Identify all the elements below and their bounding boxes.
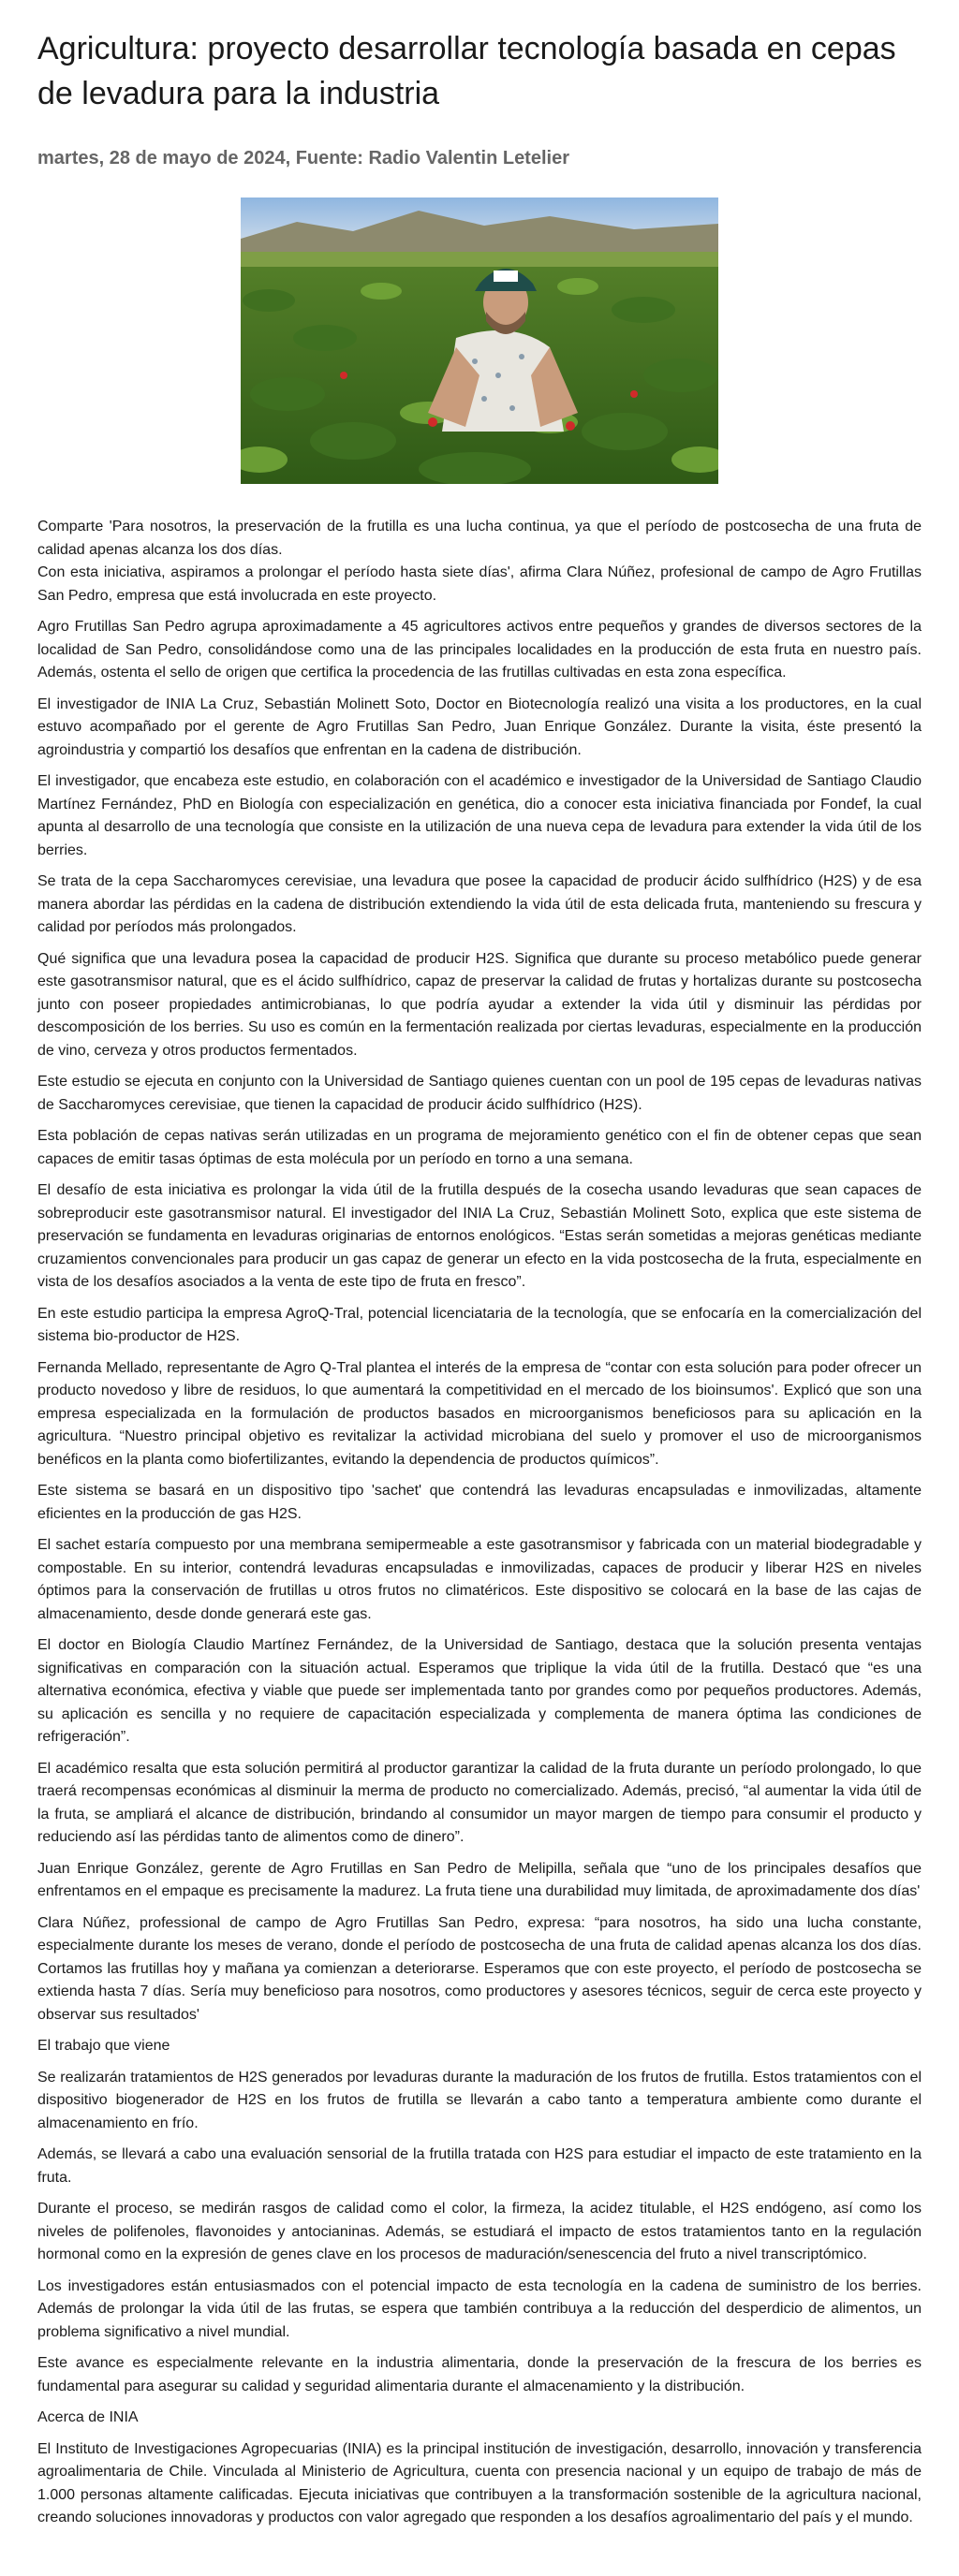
section-heading: El trabajo que viene	[37, 2038, 170, 2054]
section-heading: Acerca de INIA	[37, 2409, 139, 2425]
paragraph: Además, se llevará a cabo una evaluación sensorial de la frutilla tratada con H2S para estudiar el impacto de este tratamiento en la fruta.	[37, 2146, 922, 2186]
paragraph: Fernanda Mellado, representante de Agro Q-Tral plantea el interés de la empresa de “contar con esta solución para poder ofrecer un producto novedoso y libre de residuos, lo que aumentará la competitividad en el mercado de los bioinsumos'. Explicó que son una empresa especializada en la formulación de productos basados en microorganismos beneficiosos para su aplicación en la agricultura. “Nuestro principal objetivo es revitalizar la actividad microbiana del suelo y promover el uso de microorganismos benéficos en la planta como biofertilizantes, evitando la dependencia de productos químicos”.	[37, 1359, 922, 1468]
paragraph: Este estudio se ejecuta en conjunto con la Universidad de Santiago quienes cuentan con un pool de 195 cepas de levaduras nativas de Saccharomyces cerevisiae, que tienen la capacidad de producir ácido sulfhídrico (H2S).	[37, 1074, 922, 1113]
paragraph: El Instituto de Investigaciones Agropecuarias (INIA) es la principal institución de investigación, desarrollo, innovación y transferencia agroalimentaria de Chile. Vinculada al Ministerio de Agricultura, cuenta con presencia nacional y un equipo de trabajo de más de 1.000 personas altamente calificadas. Ejecuta iniciativas que contribuyen a la transformación sostenible de la agricultura nacional, creando soluciones innovadoras y productos con valor agregado que responden a los desafíos agroalimentario del país y el mundo.	[37, 2440, 922, 2525]
paragraph: Esta población de cepas nativas serán utilizadas en un programa de mejoramiento genético con el fin de obtener cepas que sean capaces de emitir tasas óptimas de esta molécula por un período en torno a una semana.	[37, 1128, 922, 1167]
article-image	[241, 198, 718, 484]
paragraph: El doctor en Biología Claudio Martínez Fernández, de la Universidad de Santiago, destaca que la solución presenta ventajas significativas en comparación con la situación actual. Esperamos que triplique la vida útil de la frutilla. Destacó que “es una alternativa económica, efectiva y viable que puede ser implementada tanto por grandes como por pequeños productores. Además, su aplicación es sencilla y no requiere de capacitación especializada y complementa de manera óptima las condiciones de refrigeración”.	[37, 1637, 922, 1745]
paragraph-line: Con esta iniciativa, aspiramos a prolongar el período hasta siete días', afirma Clara Núñez, profesional de campo de Agro Frutillas San Pedro, empresa que está involucrada en este proyecto.	[37, 564, 922, 604]
paragraph: Durante el proceso, se medirán rasgos de calidad como el color, la firmeza, la acidez titulable, el H2S endógeno, así como los niveles de polifenoles, flavonoides y antocianinas. Además, se estudiará el impacto de estos tratamientos tanto en la regulación hormonal como en la expresión de genes clave en los procesos de maduración/senescencia del fruto a nivel transcriptómico.	[37, 2201, 922, 2262]
paragraph-line: Comparte 'Para nosotros, la preservación de la frutilla es una lucha continua, ya que el período de postcosecha de una fruta de calidad apenas alcanza los dos días.	[37, 519, 922, 558]
paragraph: Juan Enrique González, gerente de Agro Frutillas en San Pedro de Melipilla, señala que “uno de los principales desafíos que enfrentamos en el empaque es precisamente la madurez. La fruta tiene una durabilidad muy limitada, de aproximadamente dos días'	[37, 1860, 922, 1899]
paragraph: Este avance es especialmente relevante en la industria alimentaria, donde la preservación de la frescura de los berries es fundamental para asegurar su calidad y seguridad alimentaria durante el almacenamiento y la distribución.	[37, 2355, 922, 2394]
paragraph: Agro Frutillas San Pedro agrupa aproximadamente a 45 agricultores activos entre pequeños y grandes de diversos sectores de la localidad de San Pedro, consolidándose como una de las principales localidades en la producción de esta fruta en nuestro país. Además, ostenta el sello de origen que certifica la procedencia de las frutillas cultivadas en esta zona específica.	[37, 619, 922, 681]
paragraph: El desafío de esta iniciativa es prolongar la vida útil de la frutilla después de la cosecha usando levaduras que sean capaces de sobreproducir este gasotransmisor natural. El investigador del INIA La Cruz, Sebastián Molinett Soto, explica que este sistema de preservación se fundamenta en levaduras originarias de entornos enológicos. “Estas serán sometidas a mejoras genéticas mediante cruzamientos convencionales para producir un gas capaz de generar un efecto en la vida postcosecha de la fruta, especialmente en vista de los desafíos asociados a la venta de este tipo de fruta en fresco”.	[37, 1182, 922, 1290]
paragraph: Qué significa que una levadura posea la capacidad de producir H2S. Significa que durante su proceso metabólico puede generar este gasotransmisor natural, que es el ácido sulfhídrico, capaz de preservar la calidad de frutas y hortalizas durante su postcosecha junto con poseer propiedades antimicrobianas, lo que podría ayudar a extender la vida útil y disminuir las pérdidas por descomposición de los berries. Su uso es común en la fermentación realizada por ciertas levaduras, especialmente en la producción de vino, cerveza y otros productos fermentados.	[37, 950, 922, 1059]
paragraph: El investigador de INIA La Cruz, Sebastián Molinett Soto, Doctor en Biotecnología realizó una visita a los productores, en la cual estuvo acompañado por el gerente de Agro Frutillas San Pedro, Juan Enrique González. Durante la visita, éste presentó la agroindustria y compartió los desafíos que enfrentan en la cadena de distribución.	[37, 695, 922, 758]
article-body	[37, 516, 922, 2530]
paragraph: Se realizarán tratamientos de H2S generados por levaduras durante la maduración de los frutos de frutilla. Estos tratamientos con el dispositivo biogenerador de H2S en los frutos de frutilla se llevarán a cabo tanto a temperatura ambiente como durante el almacenamiento en frío.	[37, 2069, 922, 2131]
paragraph: El investigador, que encabeza este estudio, en colaboración con el académico e investigador de la Universidad de Santiago Claudio Martínez Fernández, PhD en Biología con especialización en genética, dio a conocer esta iniciativa financiada por Fondef, la cual apunta al desarrollo de una tecnología que consiste en la utilización de una nueva cepa de levadura para extender la vida útil de los berries.	[37, 773, 922, 858]
photo-farmer-icon	[241, 198, 718, 484]
paragraph: Este sistema se basará en un dispositivo tipo 'sachet' que contendrá las levaduras encapsuladas e inmovilizadas, altamente eficientes en la producción de gas H2S.	[37, 1483, 922, 1522]
article-title: Agricultura: proyecto desarrollar tecnología basada en cepas de levadura para la industria	[37, 31, 896, 111]
paragraph: Clara Núñez, professional de campo de Agro Frutillas San Pedro, expresa: “para nosotros, ha sido una lucha constante, especialmente durante los meses de verano, donde el período de postcosecha de una fruta de calidad apenas alcanza los dos días. Cortamos las frutillas hoy y mañana ya comienzan a deteriorarse. Esperamos que con este proyecto, el período de postcosecha se extienda hasta 7 días. Sería muy beneficioso para nosotros, como productores y asesores técnicos, seguir de cerca este proyecto y observar sus resultados'	[37, 1914, 922, 2023]
paragraph: Los investigadores están entusiasmados con el potencial impacto de esta tecnología en la cadena de suministro de los berries. Además de prolongar la vida útil de las frutas, se espera que también contribuya a la reducción del desperdicio de alimentos, un problema significativo a nivel mundial.	[37, 2277, 922, 2340]
article	[37, 0, 922, 2576]
paragraph: Se trata de la cepa Saccharomyces cerevisiae, una levadura que posee la capacidad de producir ácido sulfhídrico (H2S) y de esa manera abordar las pérdidas en la cadena de distribución extendiendo la vida útil de esta delicada fruta, manteniendo su frescura y calidad por períodos más prolongados.	[37, 873, 922, 935]
paragraph: En este estudio participa la empresa AgroQ-Tral, potencial licenciataria de la tecnología, que se enfocaría en la comercialización del sistema bio-productor de H2S.	[37, 1305, 922, 1344]
paragraph: El sachet estaría compuesto por una membrana semipermeable a este gasotransmisor y fabricada con un material biodegradable y compostable. En su interior, contendrá levaduras encapsuladas e inmovilizadas, capaces de producir y liberar H2S en niveles óptimos para la conservación de frutillas u otros frutos no climatéricos. Este dispositivo se colocará en la base de las cajas de almacenamiento, desde donde generará este gas.	[37, 1537, 922, 1622]
paragraph	[37, 516, 922, 607]
paragraph: El académico resalta que esta solución permitirá al productor garantizar la calidad de la fruta durante un período prolongado, lo que traerá recompensas económicas al disminuir la merma de producto no comercializado. Además, precisó, “al aumentar la vida útil de la fruta, se ampliará el alcance de distribución, brindando al consumidor un mayor margen de tiempo para consumir el producto y reduciendo así las pérdidas tanto de alimentos como de dinero”.	[37, 1760, 922, 1845]
article-meta: martes, 28 de mayo de 2024, Fuente: Radio Valentin Letelier	[37, 148, 569, 168]
